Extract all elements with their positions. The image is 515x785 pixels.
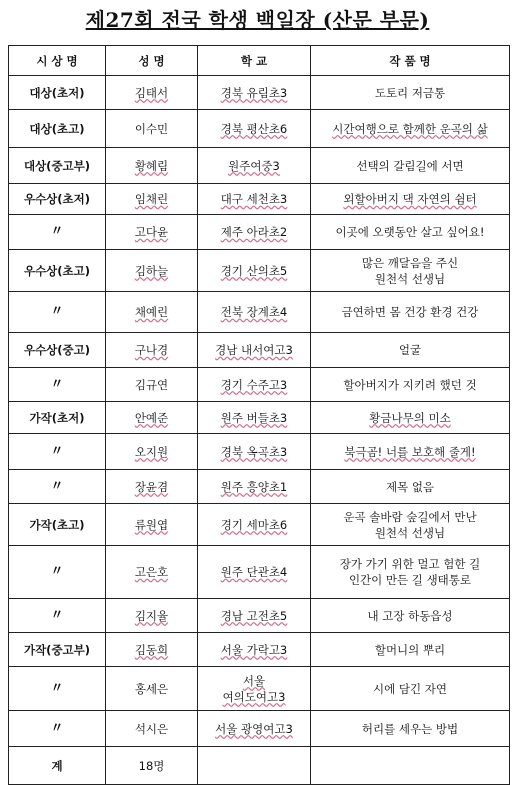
school-cell: 서울 광영여고3 [198,711,311,747]
ditto-mark: 〃 [9,599,106,633]
name-cell: 김하늘 [106,250,198,292]
school-cell: 원주 단관초4 [198,546,311,599]
name-cell: 고은호 [106,546,198,599]
ditto-mark: 〃 [9,434,106,470]
school-cell: 대구 세천초3 [198,184,311,215]
table-row [9,402,510,434]
table-row [9,333,510,368]
table-row [9,504,510,546]
name-cell: 장윤겸 [106,470,198,504]
work-cell: 북극곰! 너를 보호해 줄게! [311,434,510,470]
work-text: 장가 가기 위한 멀고 험한 길 인간이 만든 길 생태통로 [339,557,481,587]
name-cell: 김동희 [106,633,198,667]
ditto-mark: 〃 [9,546,106,599]
name-cell: 홍세은 [106,667,198,711]
work-text: 많은 깨달음을 주신 원천석 선생님 [361,255,459,286]
award-cell: 가작(초저) [9,402,106,434]
school-cell: 경북 유림초3 [198,76,311,110]
work-cell: 도토리 저금통 [311,76,510,110]
school-cell: 전북 장계초4 [198,292,311,333]
work-cell: 금연하면 몸 건강 환경 건강 [311,292,510,333]
name-cell: 김규연 [106,368,198,402]
work-cell: 할아버지가 지키려 했던 것 [311,368,510,402]
name-cell: 이수민 [106,110,198,148]
ditto-mark: 〃 [9,711,106,747]
work-cell: 제목 없음 [311,470,510,504]
table-row [9,470,510,504]
school-cell [198,667,311,711]
school-cell: 경남 고전초5 [198,599,311,633]
header-award: 시 상 명 [9,46,106,76]
table-row [9,667,510,711]
work-text: 운곡 솔바람 숲길에서 만난 원천석 선생님 [343,509,477,540]
header-work: 작 품 명 [311,46,510,76]
work-cell: 할머니의 뿌리 [311,633,510,667]
table-row [9,110,510,148]
school-cell: 원주 버들초3 [198,402,311,434]
school-cell: 경기 세마초6 [198,504,311,546]
work-cell: 시간여행으로 함께한 운곡의 삶 [311,110,510,148]
work-cell: 외할아버지 댁 자연의 쉼터 [311,184,510,215]
school-text: 서울 여의도여고3 [222,673,286,704]
work-cell: 이곳에 오랫동안 살고 싶어요! [311,215,510,250]
award-cell: 가작(중고부) [9,633,106,667]
ditto-mark: 〃 [9,470,106,504]
award-cell: 대상(초저) [9,76,106,110]
award-cell: 대상(중고부) [9,148,106,184]
work-cell: 시에 담긴 자연 [311,667,510,711]
name-cell: 류원엽 [106,504,198,546]
name-cell: 황혜림 [106,148,198,184]
table-row [9,76,510,110]
table-header-row [9,46,510,76]
work-cell: 허리를 세우는 방법 [311,711,510,747]
name-cell: 채예린 [106,292,198,333]
total-count: 18명 [106,747,198,785]
name-cell: 임채린 [106,184,198,215]
name-cell: 김태서 [106,76,198,110]
school-cell: 서울 가락고3 [198,633,311,667]
name-cell: 고다윤 [106,215,198,250]
table-row [9,633,510,667]
name-cell: 안예준 [106,402,198,434]
school-cell: 경기 산의초5 [198,250,311,292]
header-name: 성 명 [106,46,198,76]
name-cell: 구나경 [106,333,198,368]
work-cell: 얼굴 [311,333,510,368]
table-row [9,368,510,402]
table-row [9,434,510,470]
ditto-mark: 〃 [9,667,106,711]
table-row [9,292,510,333]
work-cell: 내 고장 하동읍성 [311,599,510,633]
table-row [9,148,510,184]
table-row [9,546,510,599]
work-cell: 선택의 갈림길에 서면 [311,148,510,184]
school-cell: 원주여중3 [198,148,311,184]
school-cell: 경기 수주고3 [198,368,311,402]
total-label: 계 [9,747,106,785]
ditto-mark: 〃 [9,292,106,333]
award-cell: 우수상(중고) [9,333,106,368]
work-cell [311,546,510,599]
work-cell [311,250,510,292]
school-cell: 경북 옥곡초3 [198,434,311,470]
table-row [9,599,510,633]
name-cell: 석시은 [106,711,198,747]
award-cell: 우수상(초고) [9,250,106,292]
award-cell: 가작(초고) [9,504,106,546]
ditto-mark: 〃 [9,215,106,250]
ditto-mark: 〃 [9,368,106,402]
table-row [9,215,510,250]
school-cell: 제주 아라초2 [198,215,311,250]
award-cell: 우수상(초저) [9,184,106,215]
school-cell: 원주 흥양초1 [198,470,311,504]
table-row [9,711,510,747]
page-title: 제27회 전국 학생 백일장 (산문 부문) [85,8,430,32]
school-cell: 경남 내서여고3 [198,333,311,368]
award-cell: 대상(초고) [9,110,106,148]
name-cell: 오지원 [106,434,198,470]
table-body [9,76,510,785]
awards-table [8,45,510,785]
work-cell: 황금나무의 미소 [311,402,510,434]
work-cell [311,504,510,546]
table-row [9,184,510,215]
table-row [9,250,510,292]
name-cell: 김지율 [106,599,198,633]
header-school: 학 교 [198,46,311,76]
school-cell: 경북 평산초6 [198,110,311,148]
